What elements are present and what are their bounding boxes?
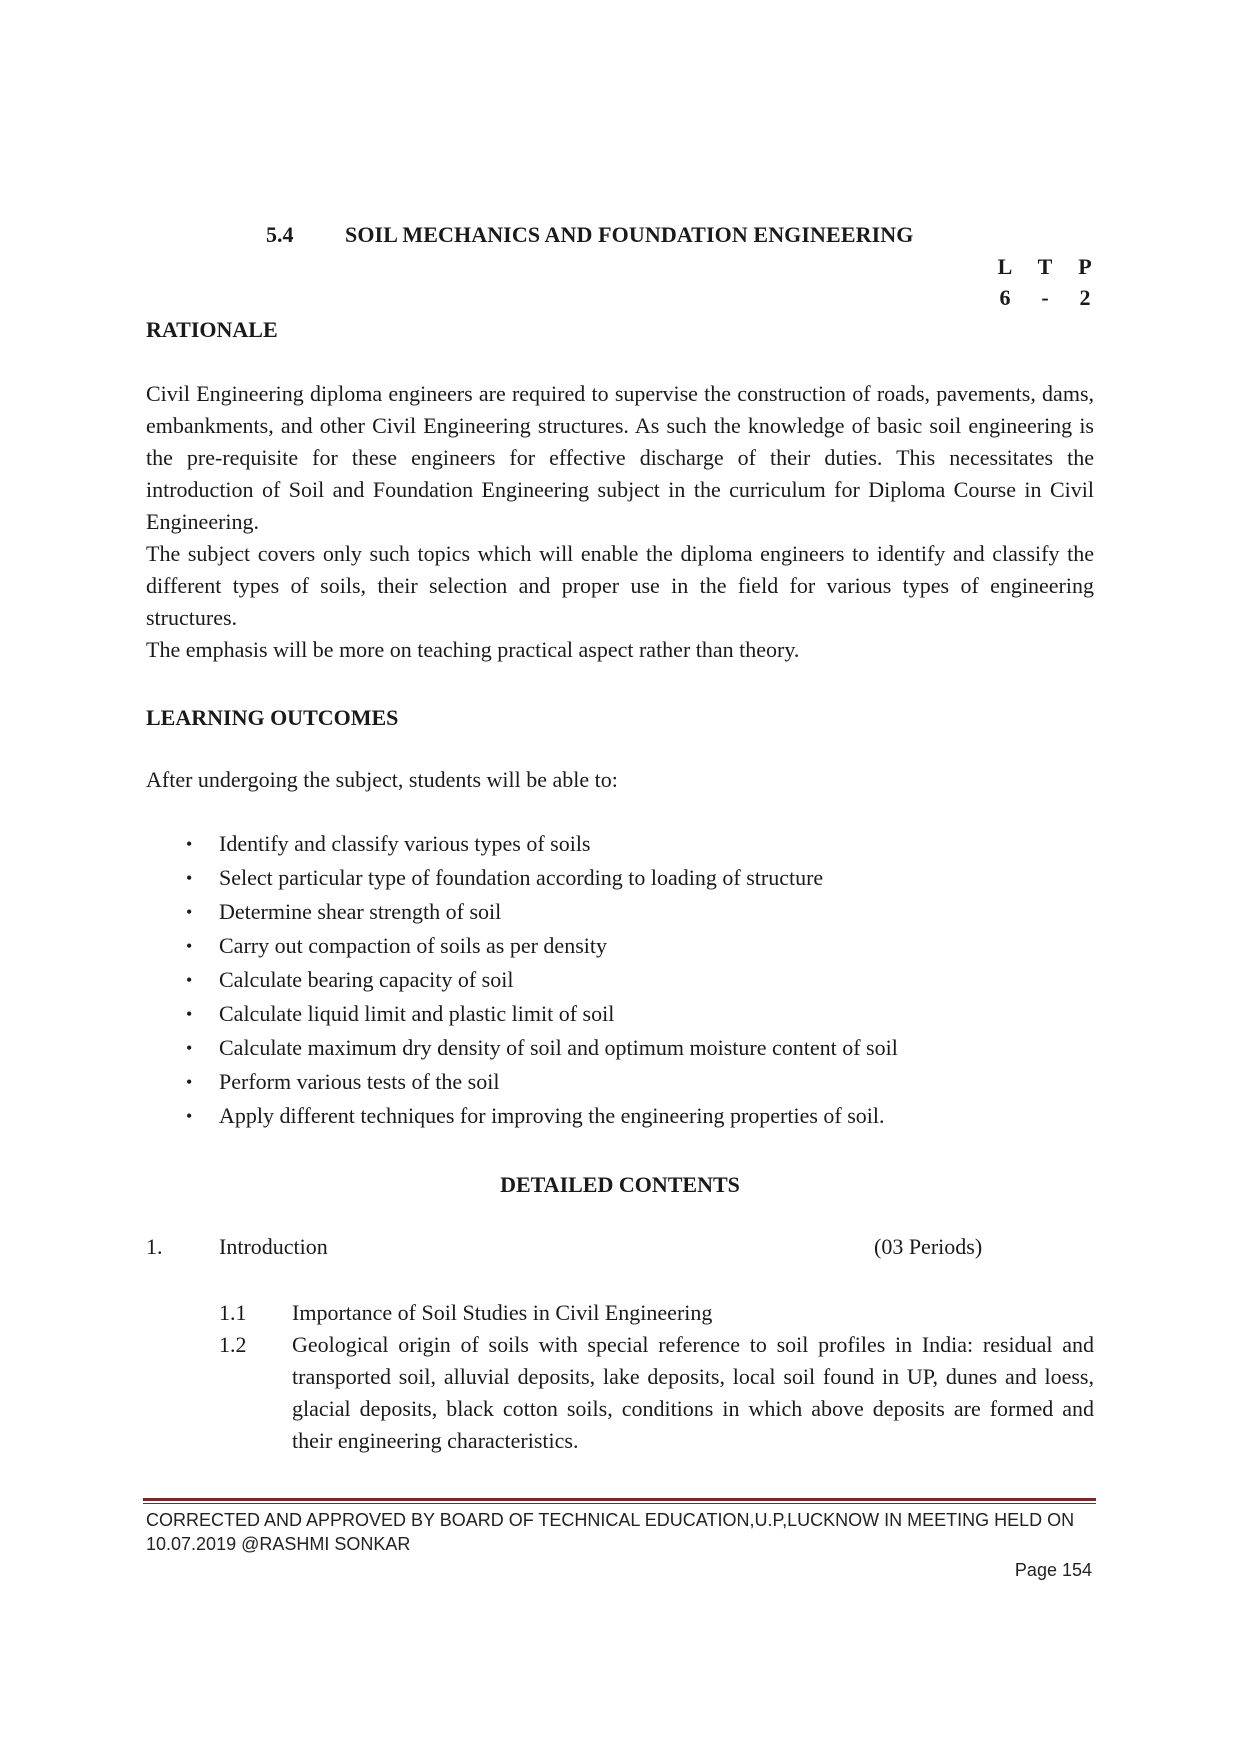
footer-line-2: 10.07.2019 @RASHMI SONKAR bbox=[146, 1534, 411, 1554]
bullet-icon: • bbox=[186, 1004, 193, 1024]
list-item: • Carry out compaction of soils as per density bbox=[146, 929, 1094, 963]
subsection-number: 1.1 bbox=[219, 1300, 247, 1325]
ltp-values bbox=[990, 285, 1100, 311]
ltp-label-p: P bbox=[1078, 254, 1092, 279]
bullet-icon: • bbox=[186, 970, 193, 990]
page-number: Page 154 bbox=[1014, 1560, 1092, 1580]
detailed-contents-heading: DETAILED CONTENTS bbox=[500, 1172, 740, 1197]
bullet-icon: • bbox=[186, 902, 193, 922]
list-item: • Calculate bearing capacity of soil bbox=[146, 963, 1094, 997]
learning-outcomes-list bbox=[146, 827, 1094, 1133]
list-item: • Calculate maximum dry density of soil and optimum moisture content of soil bbox=[146, 1031, 1094, 1065]
subsection-1-2 bbox=[219, 1329, 1094, 1457]
section-1-periods: (03 Periods) bbox=[874, 1234, 983, 1259]
rationale-paragraph-1: Civil Engineering diploma engineers are required to supervise the construction of roads, pavements, dams, embankments, and other Civil Engineering structures. As such the knowledge of basic soil engineering is the pre-requisite for these engineers for effective discharge of their duties. This necessitates the introduction of Soil and Foundation Engineering subject in the curriculum for Diploma Course in Civil Engineering. bbox=[146, 381, 1094, 534]
section-number: 5.4 bbox=[266, 222, 294, 247]
list-item: • Apply different techniques for improving the engineering properties of soil. bbox=[146, 1099, 1094, 1133]
ltp-labels bbox=[990, 254, 1100, 280]
section-1-number: 1. bbox=[146, 1234, 163, 1259]
list-item: • Select particular type of foundation according to loading of structure bbox=[146, 861, 1094, 895]
rationale-heading: RATIONALE bbox=[146, 317, 278, 342]
ltp-value-l: 6 bbox=[999, 285, 1011, 310]
list-item: • Determine shear strength of soil bbox=[146, 895, 1094, 929]
list-item: • Identify and classify various types of soils bbox=[146, 827, 1094, 861]
footer-line-1: CORRECTED AND APPROVED BY BOARD OF TECHNICAL EDUCATION,U.P,LUCKNOW IN MEETING HELD ON bbox=[146, 1510, 1075, 1530]
subsection-text: Importance of Soil Studies in Civil Engineering bbox=[292, 1300, 713, 1325]
learning-outcomes-heading: LEARNING OUTCOMES bbox=[146, 705, 399, 730]
section-1-title: Introduction bbox=[219, 1234, 328, 1259]
bullet-icon: • bbox=[186, 1106, 193, 1126]
footer-note bbox=[146, 1508, 1096, 1556]
list-item: • Perform various tests of the soil bbox=[146, 1065, 1094, 1099]
bullet-icon: • bbox=[186, 868, 193, 888]
footer-rule bbox=[143, 1498, 1096, 1501]
bullet-icon: • bbox=[186, 936, 193, 956]
ltp-label-l: L bbox=[997, 254, 1013, 279]
learning-outcomes-intro: After undergoing the subject, students will be able to: bbox=[146, 767, 618, 792]
bullet-icon: • bbox=[186, 1038, 193, 1058]
ltp-value-t: - bbox=[1041, 285, 1049, 310]
bullet-icon: • bbox=[186, 1072, 193, 1092]
ltp-value-p: 2 bbox=[1079, 285, 1091, 310]
subsection-number: 1.2 bbox=[219, 1332, 247, 1357]
footer-rule-thin bbox=[143, 1503, 1096, 1504]
ltp-label-t: T bbox=[1037, 254, 1053, 279]
page-title: SOIL MECHANICS AND FOUNDATION ENGINEERING bbox=[345, 222, 914, 247]
list-item: • Calculate liquid limit and plastic limit of soil bbox=[146, 997, 1094, 1031]
rationale-paragraph-3: The emphasis will be more on teaching practical aspect rather than theory. bbox=[146, 637, 800, 662]
subsection-text: Geological origin of soils with special reference to soil profiles in India: residual and transported soil, alluvial deposits, lake deposits, local soil found in UP, dunes and loess, glacial deposits, black cotton soils, conditions in which above deposits are formed and their engineering characteristics. bbox=[292, 1332, 1094, 1453]
rationale-paragraph-2: The subject covers only such topics which will enable the diploma engineers to identify and classify the different types of soils, their selection and proper use in the field for various types of engineering structures. bbox=[146, 541, 1094, 630]
bullet-icon: • bbox=[186, 834, 193, 854]
subsection-1-1 bbox=[219, 1297, 1094, 1329]
